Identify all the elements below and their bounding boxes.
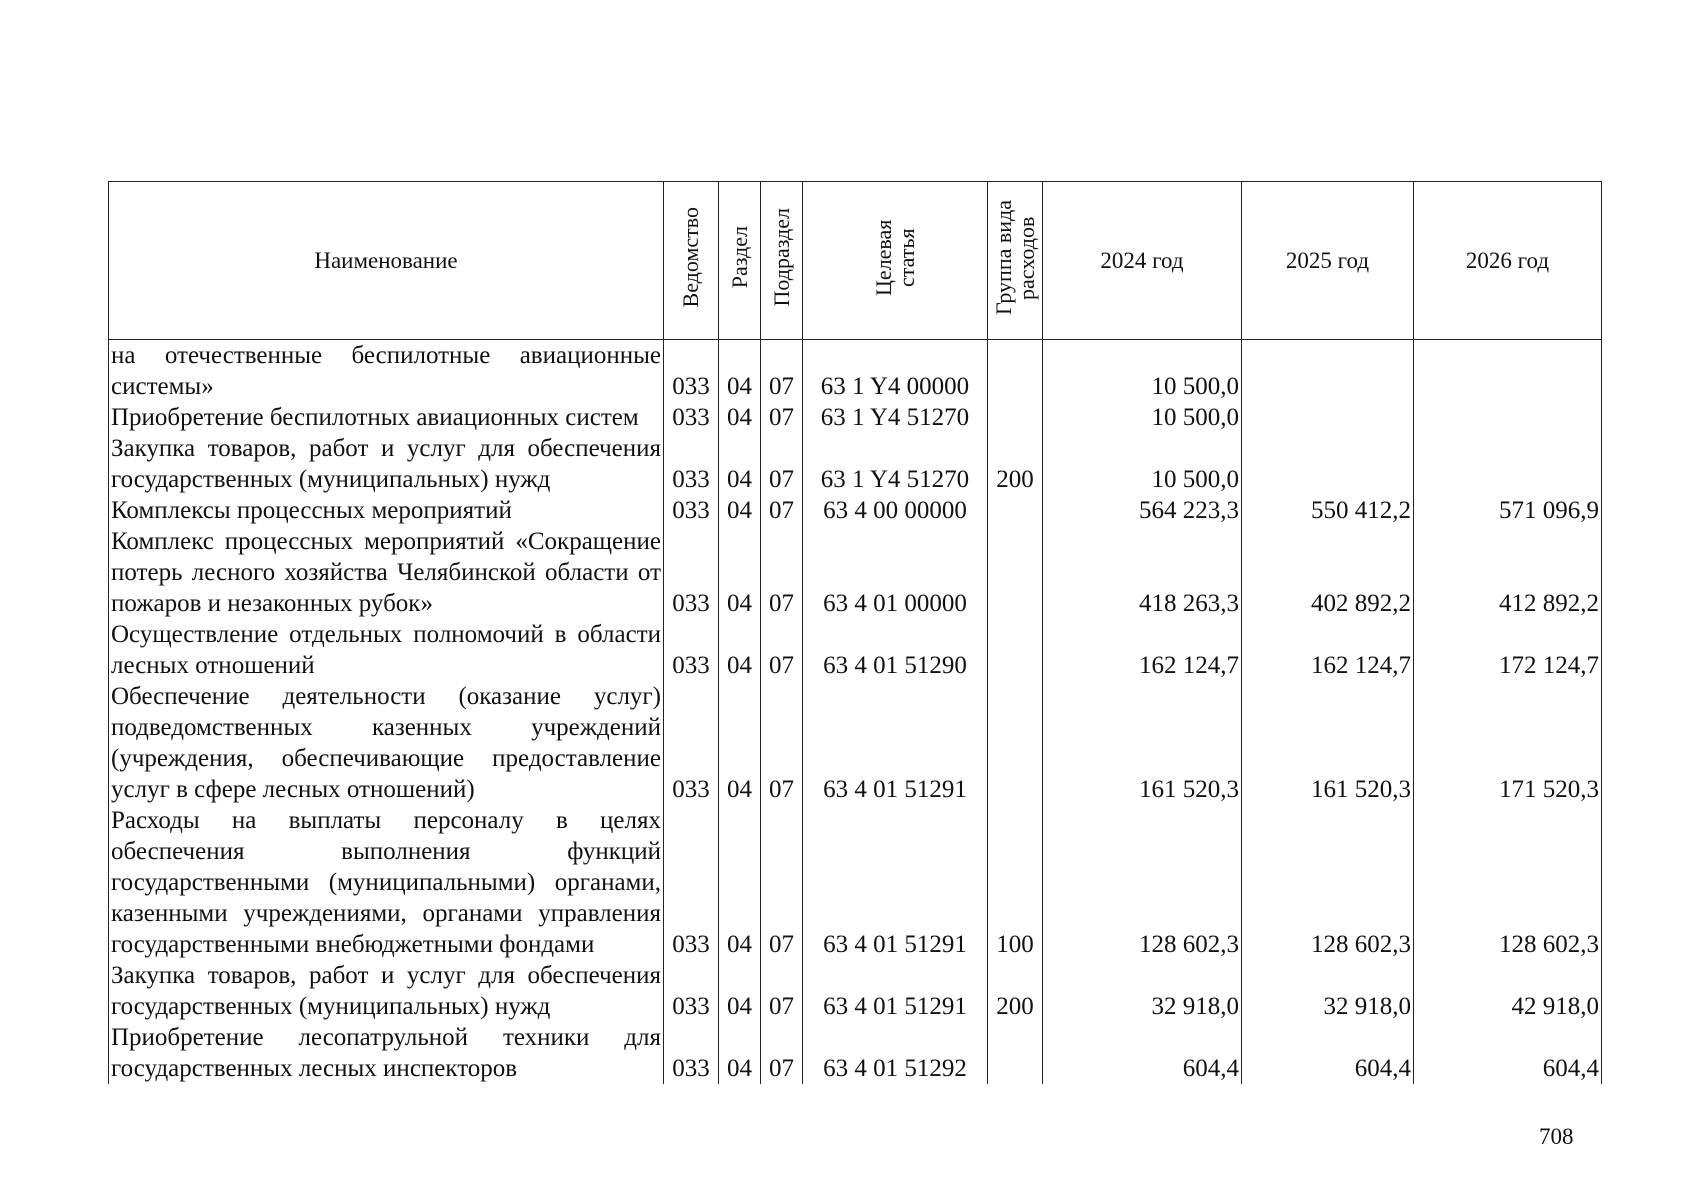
- cell-section: 04: [719, 433, 761, 495]
- cell-name: Комплексы процессных мероприятий: [109, 495, 664, 526]
- cell-expense-group: [988, 619, 1043, 681]
- cell-name: Расходы на выплаты персоналу в целях обеспечения выполнения функций государственными (муниципальными) органами, казенными учреждениями, органами управления государственными внебюджетными фондами: [109, 805, 664, 960]
- cell-name: на отечественные беспилотные авиационные системы»: [109, 340, 664, 403]
- cell-expense-group: 200: [988, 433, 1043, 495]
- cell-2026: [1414, 433, 1602, 495]
- cell-2025: 162 124,7: [1242, 619, 1414, 681]
- cell-2026: 604,4: [1414, 1022, 1602, 1084]
- cell-expense-group: [988, 1022, 1043, 1084]
- header-expense-group-label: Группа вида расходов: [990, 200, 1039, 315]
- table-row: [109, 495, 1602, 526]
- cell-2025: 402 892,2: [1242, 526, 1414, 619]
- cell-section: 04: [719, 340, 761, 403]
- cell-2026: 571 096,9: [1414, 495, 1602, 526]
- cell-target-article: 63 1 Y4 51270: [803, 402, 988, 433]
- cell-section: 04: [719, 681, 761, 805]
- page-number: 708: [1539, 1124, 1574, 1149]
- cell-2024: 418 263,3: [1043, 526, 1242, 619]
- cell-department: 033: [664, 681, 719, 805]
- cell-2024: 564 223,3: [1043, 495, 1242, 526]
- cell-target-article: 63 1 Y4 51270: [803, 433, 988, 495]
- cell-section: 04: [719, 1022, 761, 1084]
- table-row: [109, 340, 1602, 403]
- header-section-label: Раздел: [726, 226, 752, 289]
- cell-expense-group: 100: [988, 805, 1043, 960]
- header-2024-label: 2024 год: [1100, 247, 1184, 273]
- cell-2024: 10 500,0: [1043, 433, 1242, 495]
- cell-2024: 604,4: [1043, 1022, 1242, 1084]
- cell-subsection: 07: [761, 526, 803, 619]
- cell-section: 04: [719, 526, 761, 619]
- header-target-article: [803, 182, 988, 340]
- header-subsection-label: Подраздел: [768, 208, 794, 307]
- cell-name: Обеспечение деятельности (оказание услуг) подведомственных казенных учреждений (учреждения, обеспечивающие предоставление услуг в сфере лесных отношений): [109, 681, 664, 805]
- cell-target-article: 63 4 01 51290: [803, 619, 988, 681]
- cell-department: 033: [664, 433, 719, 495]
- cell-department: 033: [664, 340, 719, 403]
- header-department-label: Ведомство: [678, 207, 704, 308]
- cell-section: 04: [719, 960, 761, 1022]
- cell-department: 033: [664, 526, 719, 619]
- header-expense-group: [988, 182, 1043, 340]
- cell-section: 04: [719, 619, 761, 681]
- cell-target-article: 63 4 01 51292: [803, 1022, 988, 1084]
- cell-name: Осуществление отдельных полномочий в области лесных отношений: [109, 619, 664, 681]
- cell-2025: [1242, 433, 1414, 495]
- cell-expense-group: [988, 340, 1043, 403]
- table-row: [109, 960, 1602, 1022]
- table-row: [109, 526, 1602, 619]
- cell-expense-group: 200: [988, 960, 1043, 1022]
- cell-2024: 32 918,0: [1043, 960, 1242, 1022]
- cell-target-article: 63 1 Y4 00000: [803, 340, 988, 403]
- cell-subsection: 07: [761, 495, 803, 526]
- cell-target-article: 63 4 01 00000: [803, 526, 988, 619]
- cell-department: 033: [664, 402, 719, 433]
- cell-department: 033: [664, 619, 719, 681]
- cell-section: 04: [719, 402, 761, 433]
- cell-2026: 172 124,7: [1414, 619, 1602, 681]
- cell-department: 033: [664, 1022, 719, 1084]
- table-row: [109, 1022, 1602, 1084]
- cell-2026: 42 918,0: [1414, 960, 1602, 1022]
- cell-2024: 10 500,0: [1043, 402, 1242, 433]
- cell-subsection: 07: [761, 805, 803, 960]
- cell-department: 033: [664, 805, 719, 960]
- cell-section: 04: [719, 805, 761, 960]
- cell-2025: [1242, 402, 1414, 433]
- cell-2024: 162 124,7: [1043, 619, 1242, 681]
- header-name: [109, 182, 664, 340]
- cell-department: 033: [664, 495, 719, 526]
- cell-subsection: 07: [761, 681, 803, 805]
- header-target-article-label: Целевая статья: [870, 219, 919, 296]
- cell-subsection: 07: [761, 433, 803, 495]
- cell-2024: 10 500,0: [1043, 340, 1242, 403]
- cell-2024: 161 520,3: [1043, 681, 1242, 805]
- cell-subsection: 07: [761, 402, 803, 433]
- table-row: [109, 619, 1602, 681]
- cell-name: Комплекс процессных мероприятий «Сокращение потерь лесного хозяйства Челябинской области от пожаров и незаконных рубок»: [109, 526, 664, 619]
- table-row: [109, 402, 1602, 433]
- header-name-label: Наименование: [314, 247, 458, 273]
- cell-2024: 128 602,3: [1043, 805, 1242, 960]
- header-2024: [1043, 182, 1242, 340]
- cell-subsection: 07: [761, 960, 803, 1022]
- cell-2025: 128 602,3: [1242, 805, 1414, 960]
- header-department: [664, 182, 719, 340]
- header-subsection: [761, 182, 803, 340]
- table-row: [109, 681, 1602, 805]
- cell-subsection: 07: [761, 619, 803, 681]
- header-2025-label: 2025 год: [1285, 247, 1370, 273]
- cell-name: Приобретение лесопатрульной техники для государственных лесных инспекторов: [109, 1022, 664, 1084]
- cell-department: 033: [664, 960, 719, 1022]
- cell-2025: 32 918,0: [1242, 960, 1414, 1022]
- header-2026: [1414, 182, 1602, 340]
- cell-2026: 412 892,2: [1414, 526, 1602, 619]
- table-row: [109, 433, 1602, 495]
- cell-2026: [1414, 402, 1602, 433]
- header-2026-label: 2026 год: [1465, 247, 1550, 273]
- cell-expense-group: [988, 681, 1043, 805]
- cell-name: Приобретение беспилотных авиационных систем: [109, 402, 664, 433]
- cell-subsection: 07: [761, 340, 803, 403]
- header-section: [719, 182, 761, 340]
- budget-table-container: [108, 181, 1601, 1084]
- cell-2025: 550 412,2: [1242, 495, 1414, 526]
- cell-target-article: 63 4 01 51291: [803, 681, 988, 805]
- header-2025: [1242, 182, 1414, 340]
- table-row: [109, 805, 1602, 960]
- cell-2026: 171 520,3: [1414, 681, 1602, 805]
- cell-2025: [1242, 340, 1414, 403]
- cell-section: 04: [719, 495, 761, 526]
- cell-2026: 128 602,3: [1414, 805, 1602, 960]
- cell-subsection: 07: [761, 1022, 803, 1084]
- cell-target-article: 63 4 01 51291: [803, 805, 988, 960]
- cell-name: Закупка товаров, работ и услуг для обеспечения государственных (муниципальных) нужд: [109, 960, 664, 1022]
- header-row: [109, 182, 1602, 340]
- cell-name: Закупка товаров, работ и услуг для обеспечения государственных (муниципальных) нужд: [109, 433, 664, 495]
- cell-2026: [1414, 340, 1602, 403]
- cell-target-article: 63 4 00 00000: [803, 495, 988, 526]
- cell-2025: 604,4: [1242, 1022, 1414, 1084]
- cell-expense-group: [988, 402, 1043, 433]
- cell-target-article: 63 4 01 51291: [803, 960, 988, 1022]
- table-body: [109, 340, 1602, 1085]
- cell-2025: 161 520,3: [1242, 681, 1414, 805]
- cell-expense-group: [988, 526, 1043, 619]
- budget-table: [108, 181, 1602, 1084]
- cell-expense-group: [988, 495, 1043, 526]
